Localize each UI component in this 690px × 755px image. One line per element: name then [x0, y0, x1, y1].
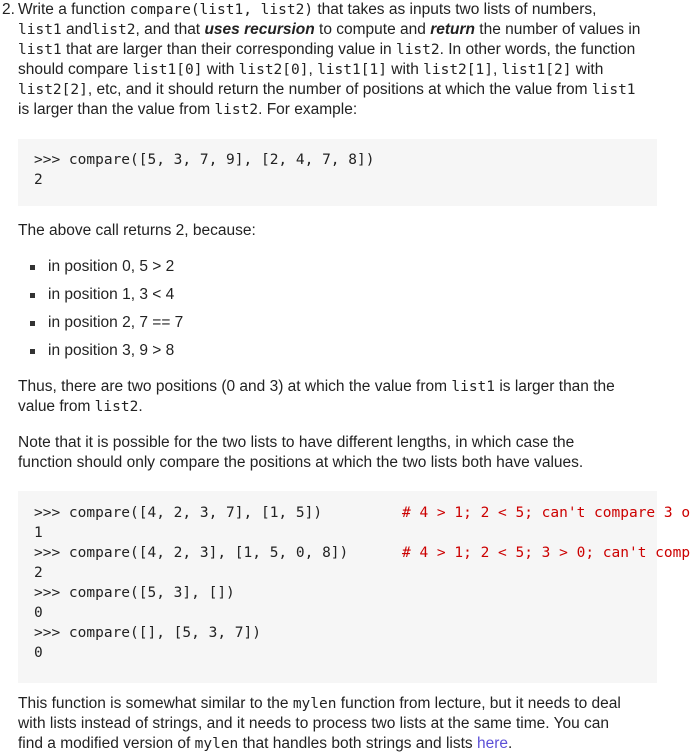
list-item-text: in position 3, 9 > 8 — [48, 342, 175, 359]
text: , — [492, 61, 502, 78]
code-list2: list2 — [91, 22, 136, 38]
text: This function is somewhat similar to the — [18, 695, 293, 712]
code-comment: # 4 > 1; 2 < 5; can't compare 3 o — [402, 505, 690, 521]
text: with — [571, 61, 604, 78]
text: that takes as inputs two lists of numbers, — [313, 1, 597, 18]
note-paragraph — [18, 433, 651, 473]
code: list1[1] — [317, 62, 387, 78]
text: function from lecture, but it needs to deal — [336, 695, 621, 712]
example-code-block-2 — [18, 491, 690, 683]
code-text: >>> compare([4, 2, 3, 7], [1, 5]) — [34, 505, 323, 521]
intro-line-2 — [18, 20, 651, 40]
text: should compare — [18, 61, 133, 78]
list-item-text: in position 0, 5 > 2 — [48, 258, 175, 275]
code-compare-signature: compare(list1, list2) — [129, 2, 314, 18]
thus-line-1 — [18, 377, 651, 397]
code-mylen: mylen — [292, 696, 337, 712]
code-line: >>> compare([], [5, 3, 7]) — [34, 625, 261, 641]
text: that are larger than their corresponding value in — [61, 41, 396, 58]
code: list2[2] — [18, 82, 88, 98]
code-line: >>> compare([5, 3], []) — [34, 585, 235, 601]
text: the number of values in — [474, 21, 641, 38]
thus-line-2 — [18, 397, 651, 417]
code-comment: # 4 > 1; 2 < 5; 3 > 0; can't comp — [402, 545, 690, 561]
thus-paragraph — [18, 377, 651, 417]
intro-line-4 — [18, 60, 651, 80]
code-list1: list1 — [18, 22, 62, 38]
text: . — [138, 398, 143, 415]
note-line-1: Note that it is possible for the two lists to have different lengths, in which case the — [18, 434, 575, 451]
code-list2: list2 — [395, 42, 440, 58]
intro-line-5 — [18, 80, 651, 100]
text: find a modified version of — [18, 735, 195, 752]
text: to compute and — [314, 21, 431, 38]
text: is larger than the — [495, 378, 615, 395]
text: Write a function — [18, 1, 130, 18]
code-line — [34, 503, 690, 523]
code-list2: list2 — [214, 102, 259, 118]
code: list1[2] — [501, 62, 572, 78]
text: value from — [18, 398, 95, 415]
text: , and that — [135, 21, 205, 38]
list-item-text: in position 2, 7 == 7 — [48, 314, 184, 331]
intro-paragraph — [18, 0, 651, 120]
code-line — [34, 543, 690, 563]
code: list2[0] — [238, 62, 309, 78]
code-output: 0 — [34, 605, 43, 621]
intro-line-1 — [18, 0, 651, 20]
text: . For example: — [258, 101, 358, 118]
text: . — [507, 735, 513, 752]
code-output: 0 — [34, 645, 43, 661]
closing-line-2: with lists instead of strings, and it needs to process two lists at the same time. You can — [18, 715, 610, 732]
intro-line-6 — [18, 100, 651, 120]
text: that handles both strings and lists — [238, 735, 477, 752]
note-line-2: function should only compare the positions at which the two lists both have values. — [18, 454, 584, 471]
text: , etc, and it should return the number of positions at which the value from — [87, 81, 592, 98]
closing-paragraph — [18, 694, 651, 754]
bullet-icon — [30, 349, 35, 354]
code-list1: list1 — [451, 379, 496, 395]
code-list2: list2 — [94, 399, 139, 415]
bullet-icon — [30, 293, 35, 298]
bullet-icon — [30, 265, 35, 270]
code-list1: list1 — [18, 42, 62, 58]
code-list1: list1 — [591, 82, 636, 98]
text: , — [308, 61, 318, 78]
bullet-icon — [30, 321, 35, 326]
code: list2[1] — [423, 62, 493, 78]
text: is larger than the value from — [18, 101, 215, 118]
code: list1[0] — [132, 62, 203, 78]
intro-line-3 — [18, 40, 651, 60]
emphasis-uses-recursion: uses recursion — [204, 21, 315, 38]
code-output: 2 — [34, 565, 43, 581]
text: and — [61, 21, 92, 38]
code-output: 1 — [34, 525, 43, 541]
text: Thus, there are two positions (0 and 3) at which the value from — [18, 378, 452, 395]
code-output: 2 — [34, 172, 43, 188]
problem-number: 2. — [2, 1, 15, 18]
closing-line-1 — [18, 694, 651, 714]
explanation-intro: The above call returns 2, because: — [18, 222, 256, 239]
example-code-block-1 — [18, 139, 657, 206]
code-line: >>> compare([5, 3, 7, 9], [2, 4, 7, 8]) — [34, 152, 375, 168]
text: with — [386, 61, 424, 78]
text: . In other words, the function — [439, 41, 636, 58]
here-link[interactable]: here — [476, 735, 508, 752]
code-text: >>> compare([4, 2, 3], [1, 5, 0, 8]) — [34, 545, 349, 561]
list-item-text: in position 1, 3 < 4 — [48, 286, 175, 303]
text: with — [202, 61, 239, 78]
code-mylen: mylen — [194, 736, 239, 752]
closing-line-3 — [18, 734, 651, 754]
emphasis-return: return — [430, 21, 475, 38]
